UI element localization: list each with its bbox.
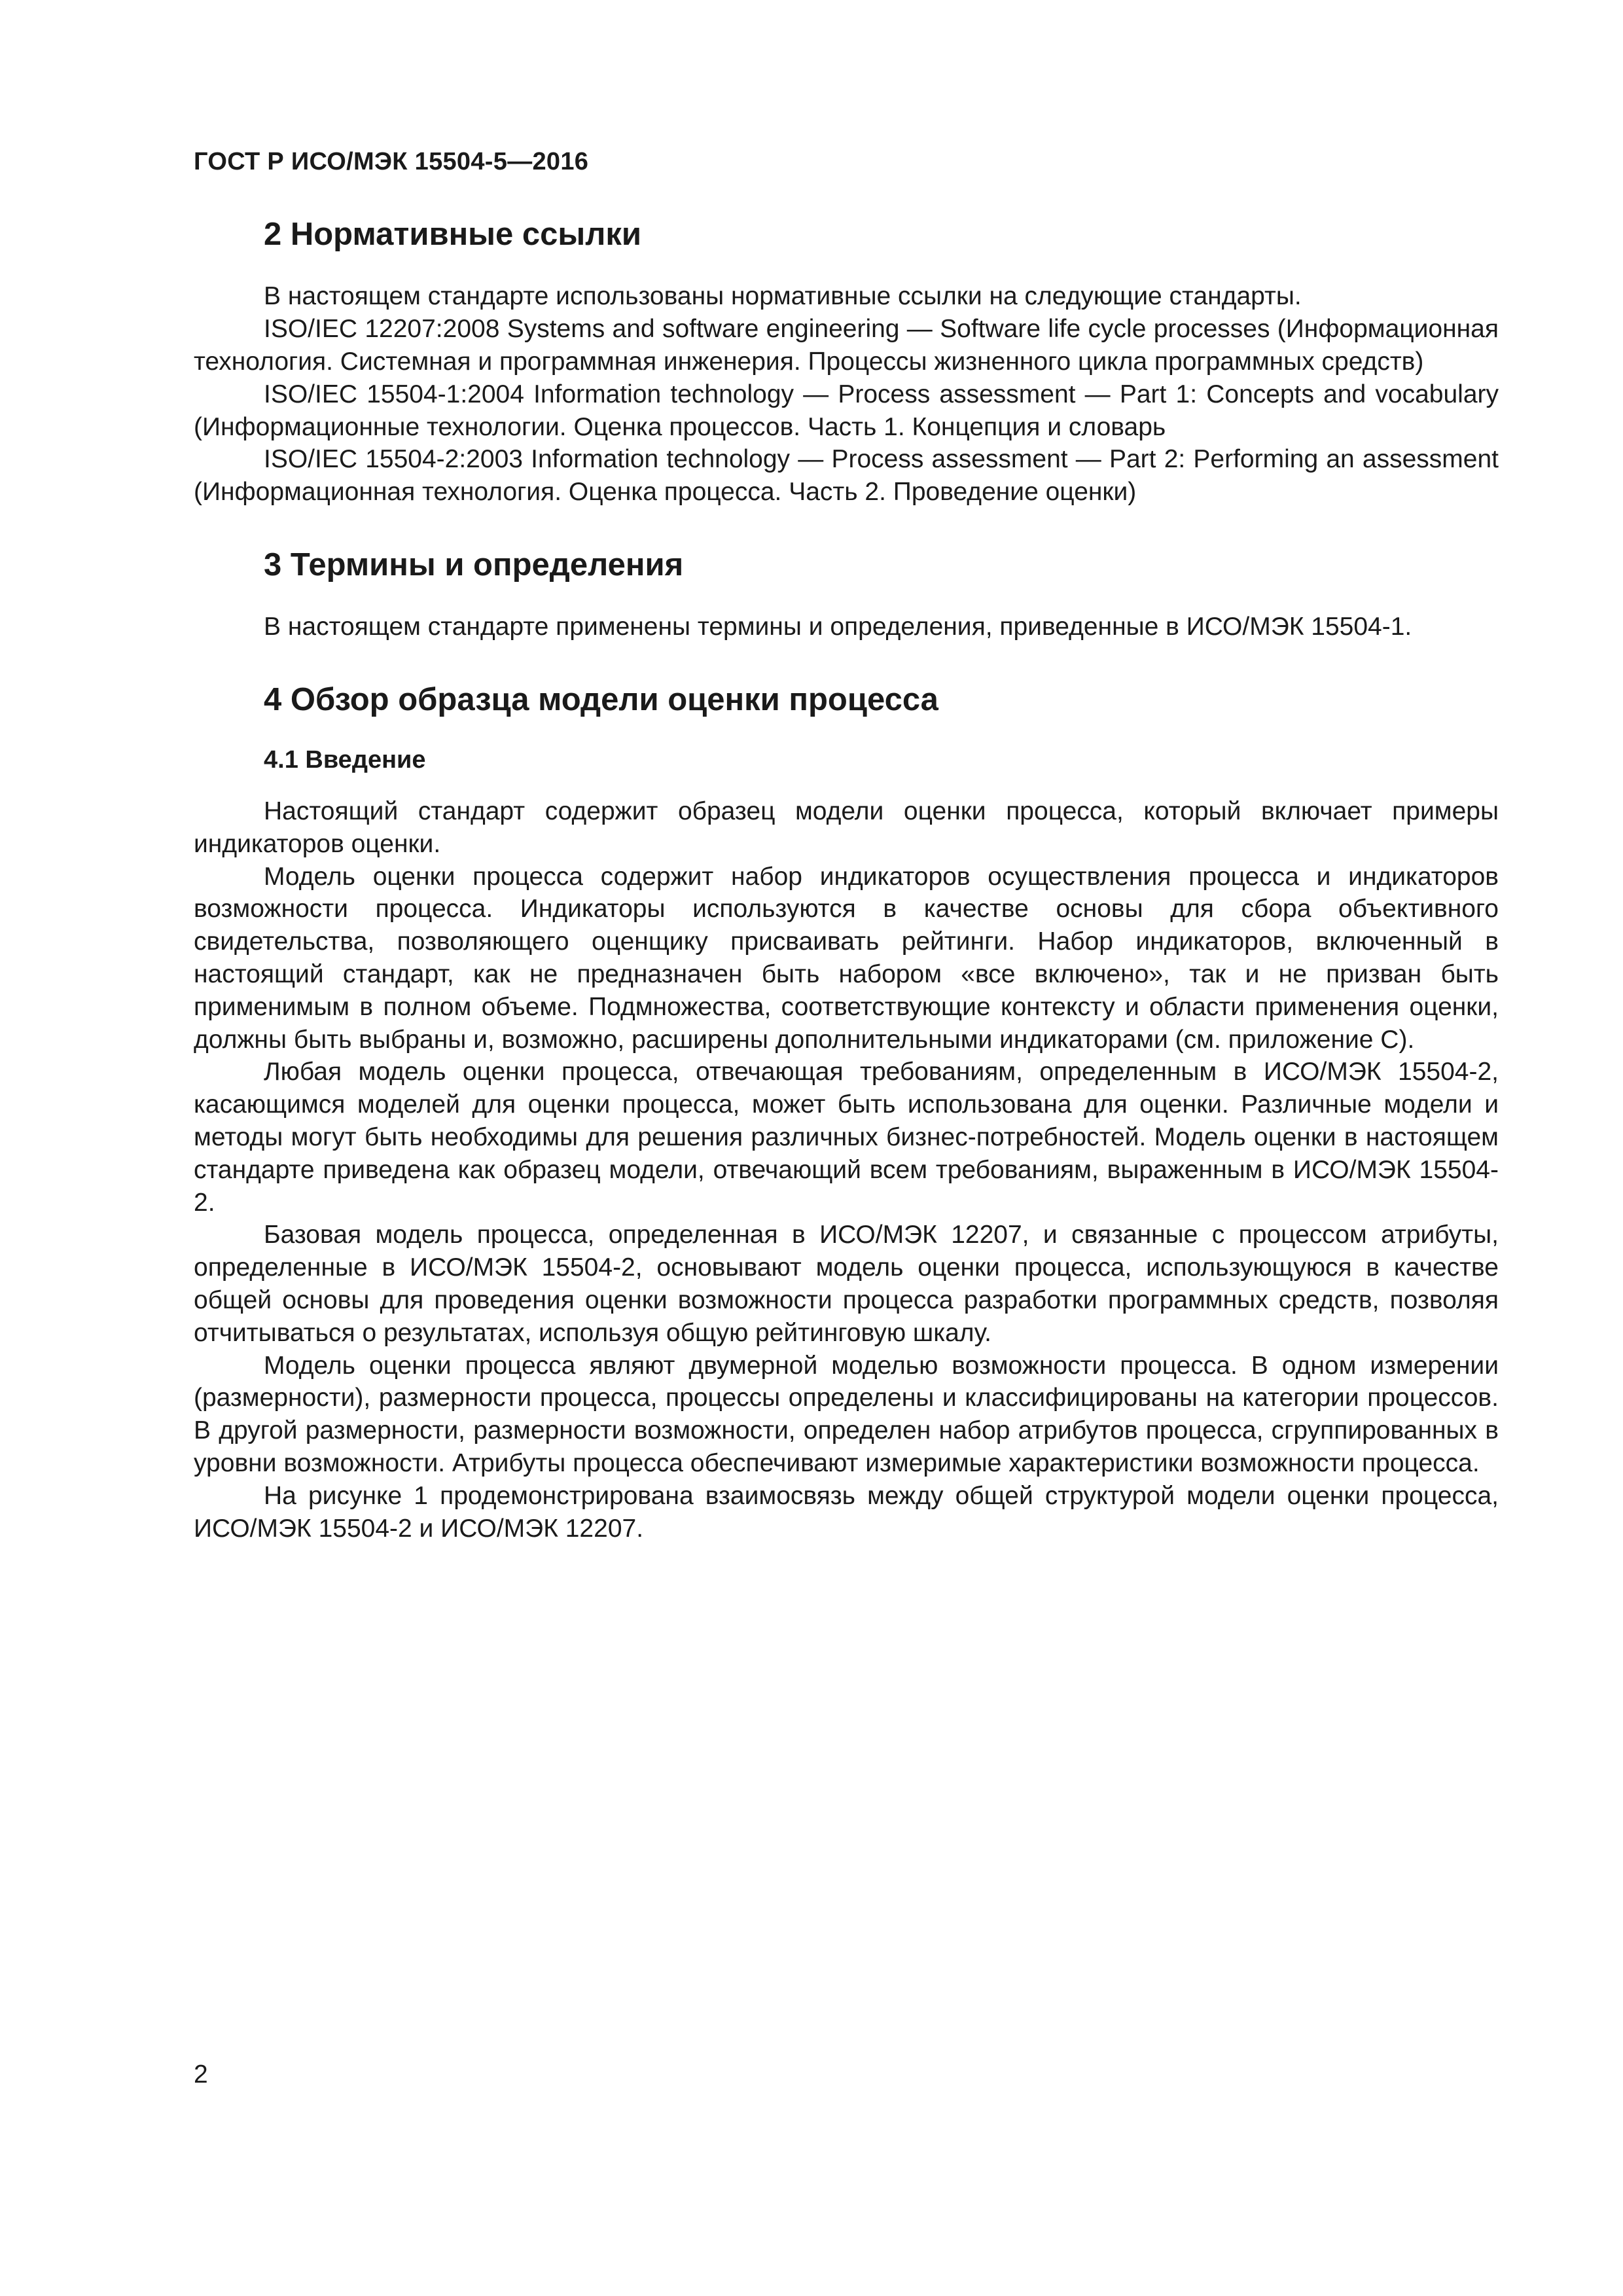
paragraph: Любая модель оценки процесса, отвечающая требованиям, определенным в ИСО/МЭК 15504-2, касающимся моделей для оценки процесса, может быть использована для оценки. Различные модели и методы могут быть необходимы для решения различных бизнес-потребностей. Модель оценки в настоящем стандарте приведена как образец модели, отвечающий всем требованиям, выраженным в ИСО/МЭК 15504-2. [194,1058,1499,1217]
subsection-4-1-title: 4.1 Введение [264,746,426,774]
paragraph: ISO/IEC 12207:2008 Systems and software engineering — Software life cycle processes (Информационная технология. Системная и программная инженерия. Процессы жизненного цикла программных средств) [194,315,1499,376]
section-4-title: 4 Обзор образца модели оценки процесса [264,682,938,718]
section-4-overview [194,681,1499,1545]
section-3-title: 3 Термины и определения [264,547,684,583]
paragraph: В настоящем стандарте использованы нормативные ссылки на следующие стандарты. [264,282,1302,311]
paragraph: На рисунке 1 продемонстрирована взаимосвязь между общей структурой модели оценки процесса, ИСО/МЭК 15504-2 и ИСО/МЭК 12207. [194,1481,1499,1543]
section-2-title: 2 Нормативные ссылки [264,217,641,252]
paragraph: Модель оценки процесса содержит набор индикаторов осуществления процесса и индикаторов возможности процесса. Индикаторы используются в качестве основы для сбора объективного свидетельства, позволяющего оценщику присваивать рейтинги. Набор индикаторов, включенный в настоящий стандарт, как не предназначен быть набором «все включено», так и не призван быть применимым в полном объеме. Подмножества, соответствующие контексту и области применения оценки, должны быть выбраны и, возможно, расширены дополнительными индикаторами (см. приложение С). [194,862,1499,1054]
section-3-terms [194,547,1499,643]
paragraph: Модель оценки процесса являют двумерной моделью возможности процесса. В одном измерении (размерности), размерности процесса, процессы определены и классифицированы на категории процессов. В другой размерности, размерности возможности, определен набор атрибутов процесса, сгруппированных в уровни возможности. Атрибуты процесса обеспечивают измеримые характеристики возможности процесса. [194,1351,1499,1477]
paragraph: ISO/IEC 15504-1:2004 Information technology — Process assessment — Part 1: Concepts and vocabulary (Информационные технологии. Оценка процессов. Часть 1. Концепция и словарь [194,380,1499,441]
paragraph: ISO/IEC 15504-2:2003 Information technology — Process assessment — Part 2: Performing an assessment (Информационная технология. Оценка процесса. Часть 2. Проведение оценки) [194,445,1499,507]
paragraph: В настоящем стандарте применены термины и определения, приведенные в ИСО/МЭК 15504-1. [264,613,1412,641]
document-body [194,216,1499,1583]
page-number: 2 [194,2060,208,2089]
paragraph: Базовая модель процесса, определенная в ИСО/МЭК 12207, и связанные с процессом атрибуты, определенные в ИСО/МЭК 15504-2, основывают модель оценки процесса, использующуюся в качестве общей основы для проведения оценки возможности процесса разработки программных средств, позволяя отчитываться о результатах, используя общую рейтинговую шкалу. [194,1221,1499,1347]
document-header: ГОСТ Р ИСО/МЭК 15504-5—2016 [194,148,589,175]
section-2-normative-references [194,216,1499,509]
paragraph: Настоящий стандарт содержит образец модели оценки процесса, который включает примеры индикаторов оценки. [194,797,1499,858]
